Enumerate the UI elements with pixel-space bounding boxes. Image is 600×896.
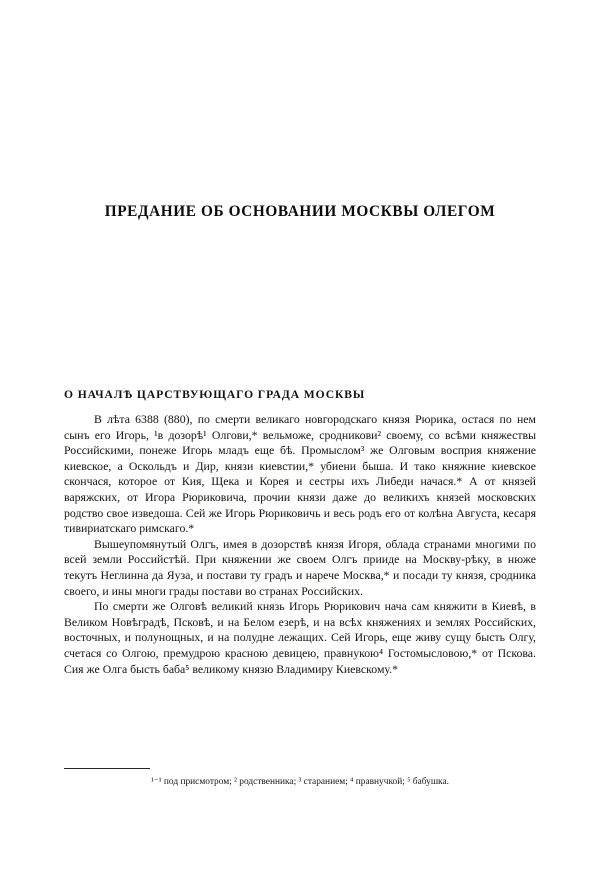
section-heading: О НАЧАЛѢ ЦАРСТВУЮЩАГО ГРАДА МОСКВЫ [64, 387, 366, 401]
footnote-text: ¹⁻¹ под присмотром; ² родственника; ³ старанием; ⁴ правнучкой; ⁵ бабушка. [151, 777, 449, 787]
page-title: ПРЕДАНИЕ ОБ ОСНОВАНИИ МОСКВЫ ОЛЕГОМ [104, 203, 496, 221]
paragraph: Вышеупомянутый Олгъ, имея в дозорствѣ князя Игоря, облада странами многими по всей земли Российстѣй. При княжении же своем Олгъ прииде на Москву-рѣку, в нюже текутъ Неглинна да Яуза, и постави ту градъ и нарече Москва,* и посади ту князя, сродника своего, и ины многи грады постави во странах Российских. [64, 536, 536, 598]
footnote-divider [64, 768, 150, 769]
body-text [64, 412, 536, 677]
paragraph: В лѣта 6388 (880), по смерти великаго новгородскаго князя Рюрика, остася по нем сынъ его Игорь, ¹в дозорѣ¹ Олгови,* вельможе, сродникови² своему, со всѣми княжествы Российскими, понеже Игорь младъ еще бѣ. Промыслом³ же Олговым восприя княжение киевское, а Оскольдъ и Дир, князи киевстии,* убиени быша. И тако княжние киевское скончася, которое от Кия, Щека и Корея и сестры ихъ Либеди начася.* А от князей варяжских, от Игора Рюриковича, прочии князи даже до великихъ князей московских родство свое изведоша. Сей же Игорь Рюриковичь и весь родъ его от колѣна Августа, кесаря тивириатскаго римскаго.* [64, 412, 536, 536]
paragraph: По смерти же Олговѣ великий князь Игорь Рюрикович нача сам княжити в Киевѣ, в Великом Новѣградѣ, Псковѣ, и на Белом езерѣ, и на всѣх княжениях и землях Российских, восточных, и полунощных, и на полудне лежащих. Сей Игорь, еще живу сущу бысть Олгу, счетася со Олгою, премудрою красною девицею, правнукою⁴ Гостомысловою,* от Пскова. Сия же Олга бысть баба⁵ великому князю Владимиру Киевскому.* [64, 599, 536, 676]
